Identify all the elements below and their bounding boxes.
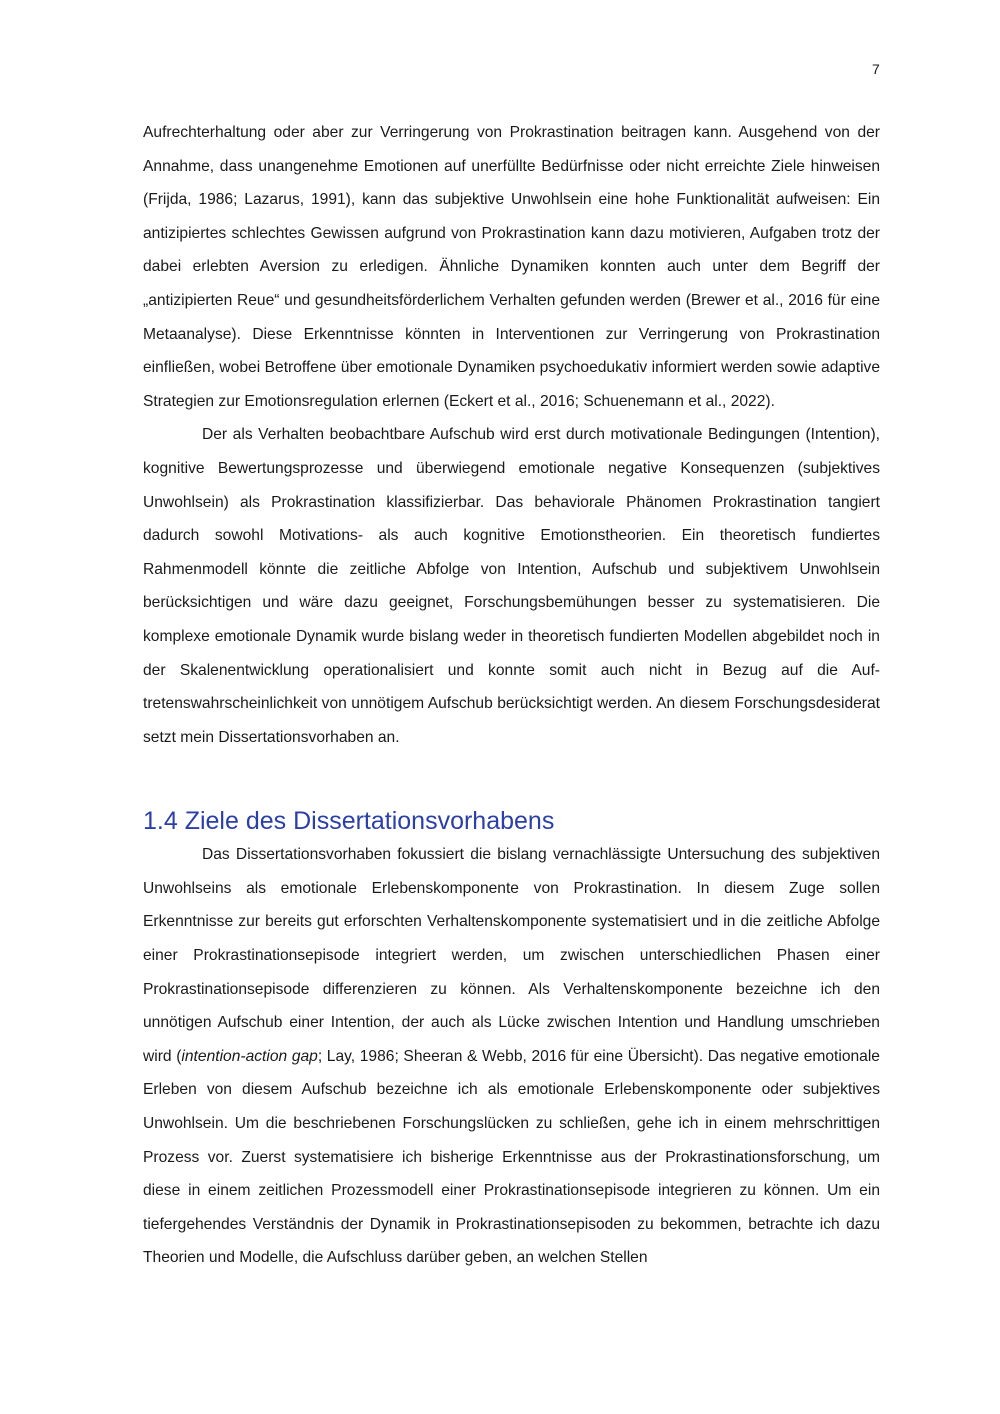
paragraph-continuation: Aufrechterhaltung oder aber zur Verringerung von Prokrastination beitragen kann. Ausgehend von der Annahme, dass unangenehme Emotionen auf unerfüllte Bedürfnisse oder nicht erreichte Ziele hinweisen (Frijda, 1986; Lazarus, 1991), kann das subjektive Unwohlsein eine hohe Funktionalität aufweisen: Ein antizipiertes schlechtes Gewissen aufgrund von Prokrastination kann dazu motivieren, Aufgaben trotz der dabei erlebten Aversion zu erledigen. Ähnliche Dynamiken konnten auch unter dem Begriff der „antizipierten Reue“ und gesundheitsförderlichem Verhalten gefunden werden (Brewer et al., 2016 für eine Metaanalyse). Diese Erkenntnisse könnten in Interventionen zur Verringerung von Prokrastination einfließen, wobei Betroffene über emotionale Dynamiken psychoedukativ informiert werden sowie adaptive Strategien zur Emotionsregulation erlernen (Eckert et al., 2016; Schuenemann et al., 2022). [143,124,880,410]
paragraph-dissertation-goals [143,838,880,1275]
italic-term: intention-action gap [181,1047,318,1065]
page-number: 7 [872,61,880,77]
paragraph-text-part-1: Das Dissertationsvorhaben fokussiert die bislang vernachlässigte Untersuchung des subjektiven Unwohlseins als emotionale Erlebenskomponente von Prokrastination. In diesem Zuge sollen Erkenntnisse zur bereits gut erforschten Verhaltenskomponente systematisiert und in die zeitliche Abfolge einer Prokrastinationsepisode integriert werden, um zwischen unterschiedlichen Phasen einer Prokrastinationsepisode differenzieren zu können. Als Verhaltenskomponente bezeichne ich den unnötigen Aufschub einer Intention, der auch als Lücke zwischen Intention und Handlung umschrieben wird ( [143,846,880,1065]
document-body [143,116,880,1275]
section-heading: 1.4 Ziele des Dissertationsvorhabens [143,807,555,836]
paragraph-text-part-2: ; Lay, 1986; Sheeran & Webb, 2016 für eine Übersicht). Das negative emotionale Erleben von diesem Aufschub bezeichne ich als emotionale Erlebenskomponente oder subjektives Unwohlsein. Um die beschriebenen Forschungslücken zu schließen, gehe ich in einem mehrschrittigen Prozess vor. Zuerst systematisiere ich bisherige Erkenntnisse aus der Prokrastinationsforschung, um diese in einem zeitlichen Prozessmodell einer Prokrastinationsepisode integrieren zu können. Um ein tiefergehendes Verständnis der Dynamik in Prokrastinationsepisoden zu bekommen, betrachte ich dazu Theorien und Modelle, die Aufschluss darüber geben, an welchen Stellen [143,1047,880,1267]
paragraph-research-desideratum: Der als Verhalten beobachtbare Aufschub wird erst durch motivationale Bedingungen (Intention), kognitive Bewertungsprozesse und überwiegend emotionale negative Konsequenzen (subjektives Unwohlsein) als Prokrastination klassifizierbar. Das behaviorale Phänomen Prokrastination tangiert dadurch sowohl Motivations- als auch kognitive Emotionstheorien. Ein theoretisch fundiertes Rahmenmodell könnte die zeitliche Abfolge von Intention, Aufschub und subjektivem Unwohlsein berücksichtigen und wäre dazu geeignet, Forschungsbemühungen besser zu systematisieren. Die komplexe emotionale Dynamik wurde bislang weder in theoretisch fundierten Modellen abgebildet noch in der Skalenentwicklung operationalisiert und konnte somit auch nicht in Bezug auf die Auftretenswahrscheinlichkeit von unnötigem Aufschub berücksichtigt werden. An diesem Forschungsdesiderat setzt mein Dissertationsvorhaben an. [143,426,880,746]
